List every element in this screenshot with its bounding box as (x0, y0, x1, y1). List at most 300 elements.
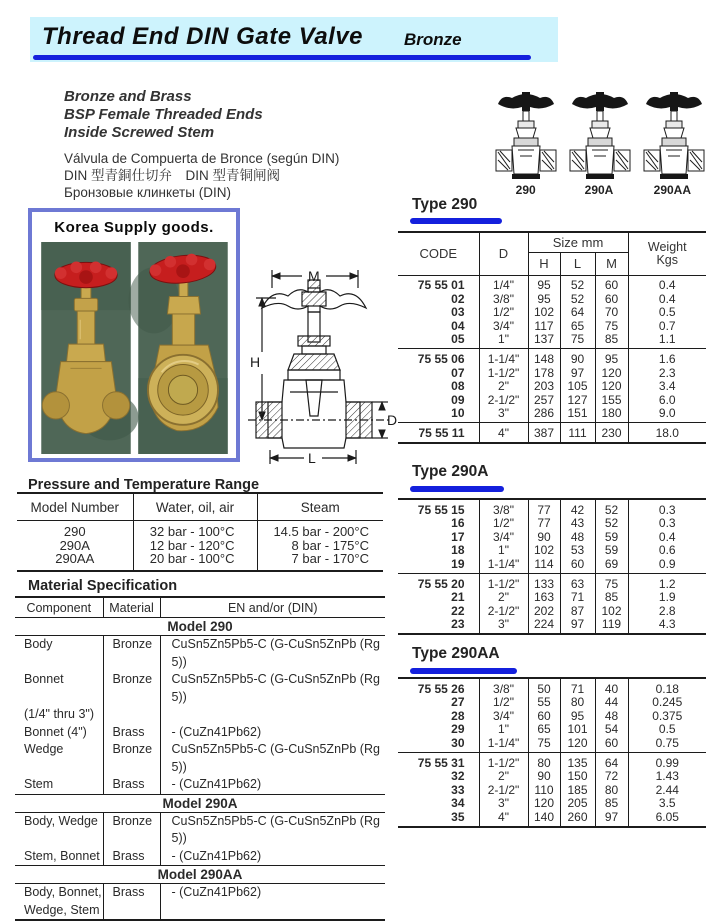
size-table-290a (398, 498, 706, 635)
size-row (398, 557, 706, 573)
pressure-row (17, 552, 383, 571)
dim-label-h: H (250, 354, 261, 370)
size-cell: 102 (528, 306, 560, 320)
material-cell: - (CuZn41Pb62) (160, 884, 385, 902)
size-cell: 150 (560, 770, 595, 784)
material-cell: - (CuZn41Pb62) (160, 848, 385, 866)
material-model-row (15, 618, 385, 636)
size-cell: 120 (595, 366, 628, 380)
size-cell: 127 (560, 393, 595, 407)
size-cell: 163 (528, 591, 560, 605)
size-cell: 53 (560, 544, 595, 558)
material-cell: Brass (103, 724, 160, 742)
code-cell: 18 (451, 543, 465, 558)
size-cell: 151 (560, 407, 595, 423)
size-cell: 3/4" (479, 709, 528, 723)
size-cell: 102 (595, 604, 628, 618)
size-cell: 71 (560, 678, 595, 696)
size-cell: 260 (560, 810, 595, 827)
code-cell: 09 (451, 392, 465, 407)
valve-photo-front (41, 242, 131, 454)
size-cell: 1-1/4" (479, 557, 528, 573)
size-row (398, 544, 706, 558)
code-cell: 32 (451, 769, 465, 784)
code-cell: 34 (451, 796, 465, 811)
size-cell: 0.18 (628, 678, 706, 696)
pressure-header-row (17, 493, 383, 521)
material-cell: CuSn5Zn5Pb5-C (G-CuSn5ZnPb (Rg 5)) (160, 671, 385, 706)
size-cell: 90 (528, 530, 560, 544)
material-cell: Brass (103, 848, 160, 866)
page-title: Thread End DIN Gate Valve (42, 23, 364, 50)
size-row (398, 517, 706, 531)
size-cell: 1.2 (628, 573, 706, 590)
code-cell: 75 55 11 (418, 425, 465, 440)
material-cell: Body, Wedge (24, 813, 98, 828)
size-cell: 1.43 (628, 770, 706, 784)
pressure-cell: 12 bar - 120°C (133, 539, 257, 553)
dim-column-header: H (528, 252, 560, 275)
size-header-row-1 (398, 232, 706, 252)
size-cell: 44 (595, 696, 628, 710)
size-cell: 120 (560, 736, 595, 752)
size-cell: 60 (528, 709, 560, 723)
size-cell: 185 (560, 783, 595, 797)
size-cell: 71 (560, 591, 595, 605)
size-table-group (398, 678, 706, 752)
material-row (15, 706, 385, 724)
type-290a-heading: Type 290A (412, 463, 489, 480)
size-cell: 2.8 (628, 604, 706, 618)
code-cell: 75 55 20 (417, 576, 465, 591)
pressure-table (17, 492, 383, 572)
size-cell: 0.9 (628, 557, 706, 573)
dim-column-header: M (595, 252, 628, 275)
size-cell: 95 (595, 349, 628, 366)
size-cell: 63 (560, 573, 595, 590)
size-row (398, 573, 706, 590)
size-row (398, 723, 706, 737)
size-cell: 0.3 (628, 499, 706, 517)
size-cell: 80 (595, 783, 628, 797)
material-cell: Bronze (103, 636, 160, 672)
material-row (15, 812, 385, 848)
material-cell: Bronze (103, 671, 160, 706)
code-cell: 35 (451, 809, 465, 824)
pressure-row (17, 539, 383, 553)
size-row (398, 797, 706, 811)
size-table-group (398, 752, 706, 826)
material-cell: Brass (103, 776, 160, 794)
size-table-group (398, 423, 706, 443)
valve-thumbnails (492, 90, 706, 197)
code-cell: 21 (451, 590, 465, 605)
size-row (398, 333, 706, 349)
size-cell: 110 (528, 783, 560, 797)
size-row (398, 306, 706, 320)
size-cell: 50 (528, 678, 560, 696)
size-cell: 3" (479, 618, 528, 635)
description-line: Bronze and Brass (64, 88, 192, 105)
size-cell: 60 (595, 292, 628, 306)
description-line: BSP Female Threaded Ends (64, 106, 263, 123)
size-row (398, 604, 706, 618)
size-cell: 52 (560, 275, 595, 292)
code-cell: 22 (451, 603, 465, 618)
size-cell: 75 (595, 319, 628, 333)
size-cell: 75 (560, 333, 595, 349)
material-table-title: Material Specification (28, 578, 178, 594)
page-subtitle: Bronze (404, 30, 462, 49)
material-model-row (15, 794, 385, 812)
size-cell: 48 (560, 530, 595, 544)
size-cell: 6.0 (628, 393, 706, 407)
material-cell: CuSn5Zn5Pb5-C (G-CuSn5ZnPb (Rg 5)) (160, 741, 385, 776)
size-row (398, 319, 706, 333)
size-cell: 97 (560, 618, 595, 635)
size-cell: 1-1/4" (479, 349, 528, 366)
material-cell: Wedge (24, 742, 64, 756)
code-cell: 75 55 01 (417, 278, 465, 293)
code-cell: 04 (451, 318, 465, 333)
material-column-header: EN and/or (DIN) (160, 597, 385, 618)
size-cell: 4.3 (628, 618, 706, 635)
material-cell: Body, Bonnet, (24, 885, 102, 899)
material-row (15, 724, 385, 742)
material-column-header: Material (103, 597, 160, 618)
material-header-row (15, 597, 385, 618)
dim-column-header: L (560, 252, 595, 275)
page-header (30, 17, 558, 62)
size-cell: 70 (595, 306, 628, 320)
size-cell: 3/8" (479, 292, 528, 306)
size-cell: 65 (560, 319, 595, 333)
size-cell: 120 (528, 797, 560, 811)
size-cell: 140 (528, 810, 560, 827)
size-cell: 69 (595, 557, 628, 573)
size-cell: 1.9 (628, 591, 706, 605)
thumbnail-label: 290A (584, 183, 614, 197)
pressure-cell: 290 (63, 524, 86, 539)
size-cell: 60 (595, 736, 628, 752)
size-cell: 2.44 (628, 783, 706, 797)
size-cell: 117 (528, 319, 560, 333)
size-cell: 95 (528, 275, 560, 292)
valve-diagram (246, 252, 402, 468)
size-cell: 85 (595, 333, 628, 349)
size-cell: 1/4" (479, 275, 528, 292)
dim-label-d: D (387, 412, 398, 428)
size-cell: 2.3 (628, 366, 706, 380)
size-cell: 75 (528, 736, 560, 752)
code-cell: 10 (451, 406, 465, 421)
size-cell: 0.7 (628, 319, 706, 333)
size-cell: 72 (595, 770, 628, 784)
valve-photo-angled (138, 242, 228, 454)
header-underline (33, 55, 531, 60)
size-cell: 101 (560, 723, 595, 737)
size-cell: 2-1/2" (479, 783, 528, 797)
size-row (398, 407, 706, 423)
type-290aa-heading: Type 290AA (412, 645, 500, 662)
pressure-cell: 20 bar - 100°C (133, 552, 257, 571)
size-cell: 1-1/2" (479, 752, 528, 769)
size-cell: 3" (479, 797, 528, 811)
pressure-row (17, 521, 383, 539)
material-cell: Wedge, Stem (24, 902, 100, 917)
size-cell: 55 (528, 696, 560, 710)
size-cell: 80 (560, 696, 595, 710)
size-row (398, 696, 706, 710)
material-cell: Brass (103, 884, 160, 902)
code-cell: 02 (451, 291, 465, 306)
photo-box (28, 208, 240, 462)
size-cell: 120 (595, 380, 628, 394)
size-cell: 60 (560, 557, 595, 573)
size-cell: 1" (479, 723, 528, 737)
material-cell: CuSn5Zn5Pb5-C (G-CuSn5ZnPb (Rg 5)) (160, 812, 385, 848)
size-cell: 257 (528, 393, 560, 407)
size-cell: 90 (560, 349, 595, 366)
size-cell: 119 (595, 618, 628, 635)
size-cell: 77 (528, 517, 560, 531)
size-table-header (398, 232, 706, 275)
size-cell: 42 (560, 499, 595, 517)
material-row (15, 776, 385, 794)
description-line: Inside Screwed Stem (64, 124, 215, 141)
code-cell: 03 (451, 305, 465, 320)
size-table-group (398, 349, 706, 423)
size-cell: 1-1/2" (479, 366, 528, 380)
size-cell: 387 (528, 423, 560, 443)
d-column-header: D (479, 232, 528, 275)
size-cell: 0.4 (628, 275, 706, 292)
size-cell: 1/2" (479, 517, 528, 531)
size-cell: 1" (479, 544, 528, 558)
size-table-group (398, 275, 706, 349)
material-cell: CuSn5Zn5Pb5-C (G-CuSn5ZnPb (Rg 5)) (160, 636, 385, 672)
size-row (398, 591, 706, 605)
size-row (398, 752, 706, 769)
type-290-heading: Type 290 (412, 196, 478, 213)
material-cell: Bronze (103, 812, 160, 848)
size-row (398, 770, 706, 784)
material-cell: - (CuZn41Pb62) (160, 724, 385, 742)
code-cell: 07 (451, 365, 465, 380)
code-cell: 08 (451, 379, 465, 394)
code-cell: 75 55 06 (417, 352, 465, 367)
size-cell: 148 (528, 349, 560, 366)
size-cell: 90 (528, 770, 560, 784)
size-cell: 2" (479, 770, 528, 784)
size-row (398, 783, 706, 797)
material-cell (103, 902, 160, 921)
size-cell: 111 (560, 423, 595, 443)
size-cell: 3.4 (628, 380, 706, 394)
size-cell: 59 (595, 530, 628, 544)
code-cell: 75 55 31 (417, 755, 465, 770)
size-cell: 87 (560, 604, 595, 618)
size-cell: 85 (595, 591, 628, 605)
pressure-cell: 32 bar - 100°C (133, 521, 257, 539)
photo-caption: Korea Supply goods. (54, 219, 214, 236)
size-cell: 2-1/2" (479, 393, 528, 407)
size-table-290aa (398, 677, 706, 828)
pressure-cell: 290AA (55, 551, 95, 566)
valve-290aa-thumbnail (640, 90, 708, 182)
pressure-table-title: Pressure and Temperature Range (28, 477, 260, 493)
material-cell (160, 706, 385, 724)
valve-290-thumbnail (492, 90, 560, 182)
size-row (398, 810, 706, 827)
size-cell: 155 (595, 393, 628, 407)
size-cell: 0.99 (628, 752, 706, 769)
size-cell: 95 (560, 709, 595, 723)
size-cell: 205 (560, 797, 595, 811)
size-cell: 64 (595, 752, 628, 769)
material-cell: Stem (24, 777, 54, 791)
material-row (15, 848, 385, 866)
size-cell: 0.75 (628, 736, 706, 752)
code-cell: 28 (451, 708, 465, 723)
description-block (64, 88, 394, 201)
size-row (398, 678, 706, 696)
size-cell: 2" (479, 591, 528, 605)
size-cell: 286 (528, 407, 560, 423)
size-cell: 95 (528, 292, 560, 306)
size-cell: 2-1/2" (479, 604, 528, 618)
type-290a-underline (410, 486, 504, 492)
size-cell: 114 (528, 557, 560, 573)
dim-label-l: L (308, 450, 316, 466)
size-cell: 59 (595, 544, 628, 558)
pressure-cell: 7 bar - 170°C (257, 552, 383, 571)
code-cell: 17 (451, 529, 465, 544)
size-cell: 135 (560, 752, 595, 769)
size-cell: 0.6 (628, 544, 706, 558)
size-cell: 0.245 (628, 696, 706, 710)
size-cell: 4" (479, 423, 528, 443)
material-row (15, 902, 385, 921)
material-cell: Body (24, 637, 53, 651)
size-cell: 3/4" (479, 319, 528, 333)
size-cell: 202 (528, 604, 560, 618)
size-cell: 102 (528, 544, 560, 558)
size-cell: 3" (479, 407, 528, 423)
material-table (15, 596, 385, 921)
code-cell: 16 (451, 516, 465, 531)
code-column-header: CODE (419, 246, 458, 262)
size-cell: 43 (560, 517, 595, 531)
pressure-column-header: Model Number (17, 493, 133, 521)
pressure-cell: 14.5 bar - 200°C (257, 521, 383, 539)
size-cell: 137 (528, 333, 560, 349)
code-cell: 19 (451, 556, 465, 571)
dim-label-m: M (308, 268, 320, 284)
pressure-column-header: Water, oil, air (133, 493, 257, 521)
code-cell: 23 (451, 617, 465, 632)
size-row (398, 292, 706, 306)
size-cell: 133 (528, 573, 560, 590)
size-cell: 1" (479, 333, 528, 349)
size-cell: 65 (528, 723, 560, 737)
material-cell (103, 706, 160, 724)
pressure-column-header: Steam (257, 493, 383, 521)
size-cell: 48 (595, 709, 628, 723)
material-row (15, 884, 385, 902)
size-cell: 1/2" (479, 696, 528, 710)
size-cell: 0.4 (628, 530, 706, 544)
size-cell: 0.4 (628, 292, 706, 306)
material-model-label: Model 290AA (15, 866, 385, 884)
type-290aa-underline (410, 668, 517, 674)
size-cell: 105 (560, 380, 595, 394)
size-cell: 18.0 (628, 423, 706, 443)
size-cell: 77 (528, 499, 560, 517)
description-line: Бронзовые клинкеты (DIN) (64, 185, 231, 200)
size-cell: 85 (595, 797, 628, 811)
valve-290a-thumbnail (566, 90, 634, 182)
size-cell: 0.375 (628, 709, 706, 723)
thumbnail-label: 290 (515, 183, 536, 197)
material-cell: Bonnet (4") (24, 724, 87, 739)
size-row (398, 275, 706, 292)
size-row (398, 709, 706, 723)
size-row (398, 380, 706, 394)
size-row (398, 530, 706, 544)
thumbnail-label: 290AA (653, 183, 691, 197)
size-cell: 40 (595, 678, 628, 696)
size-row (398, 393, 706, 407)
type-290-underline (410, 218, 502, 224)
size-cell: 3/4" (479, 530, 528, 544)
code-cell: 05 (451, 332, 465, 347)
size-row (398, 618, 706, 635)
size-cell: 4" (479, 810, 528, 827)
size-cell: 230 (595, 423, 628, 443)
size-cell: 178 (528, 366, 560, 380)
size-cell: 1.1 (628, 333, 706, 349)
material-model-row (15, 866, 385, 884)
size-cell: 0.5 (628, 306, 706, 320)
size-cell: 75 (595, 573, 628, 590)
size-cell: 1.6 (628, 349, 706, 366)
size-cell: 3/8" (479, 499, 528, 517)
size-table-group (398, 573, 706, 634)
size-row (398, 349, 706, 366)
size-row (398, 736, 706, 752)
size-table-290 (398, 231, 706, 444)
size-cell: 3/8" (479, 678, 528, 696)
material-cell: Stem, Bonnet (24, 848, 100, 863)
size-cell: 224 (528, 618, 560, 635)
code-cell: 27 (451, 695, 465, 710)
size-cell: 52 (560, 292, 595, 306)
size-cell: 1-1/4" (479, 736, 528, 752)
weight-column-header (628, 232, 706, 275)
code-cell: 30 (451, 735, 465, 750)
material-cell: (1/4" thru 3") (24, 707, 95, 721)
size-cell: 0.5 (628, 723, 706, 737)
size-cell: 52 (595, 499, 628, 517)
material-cell: Bronze (103, 741, 160, 776)
size-cell: 0.3 (628, 517, 706, 531)
size-cell: 180 (595, 407, 628, 423)
material-row (15, 636, 385, 672)
size-cell: 9.0 (628, 407, 706, 423)
material-cell: - (CuZn41Pb62) (160, 776, 385, 794)
material-cell (160, 902, 385, 921)
